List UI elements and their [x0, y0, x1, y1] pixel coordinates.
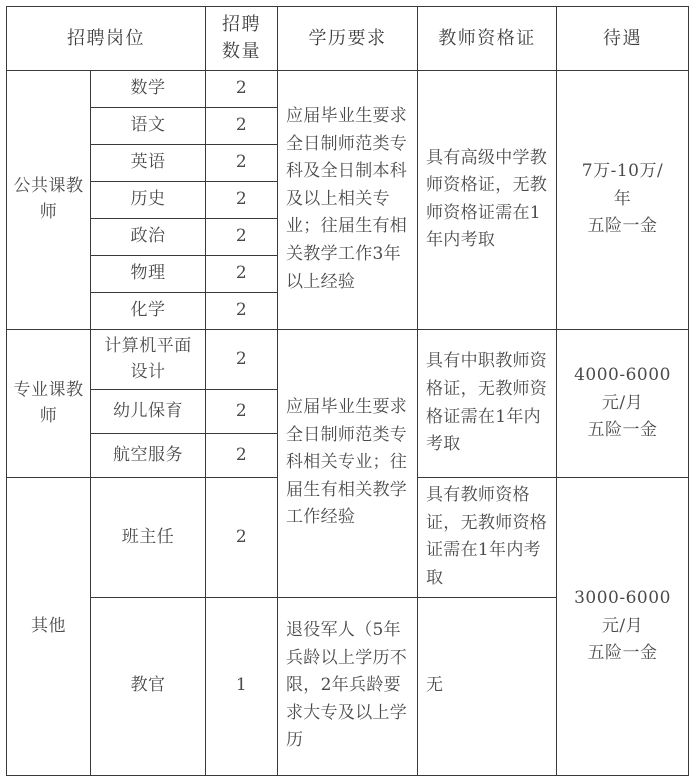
position-name: 化学 [91, 292, 206, 329]
table-row [7, 70, 689, 107]
header-position: 招聘岗位 [7, 7, 206, 71]
position-name: 幼儿保育 [91, 390, 206, 434]
salary-line-3: 五险一金 [587, 216, 658, 237]
position-name: 政治 [91, 218, 206, 255]
position-count: 2 [206, 181, 278, 218]
position-name: 数学 [91, 70, 206, 107]
position-name: 语文 [91, 107, 206, 144]
salary-line-3: 五险一金 [587, 643, 658, 664]
education-requirement-instructor [278, 597, 418, 775]
position-name: 班主任 [91, 478, 206, 597]
position-count: 2 [206, 292, 278, 329]
salary-other [557, 478, 689, 775]
position-name: 物理 [91, 255, 206, 292]
certificate-text: 具有教师资格证，无教师资格证需在1年内考取 [426, 485, 548, 588]
salary-line-1: 7万-10万/ [581, 161, 664, 182]
certificate-requirement-public [418, 70, 557, 329]
position-count: 1 [206, 597, 278, 775]
header-certificate: 教师资格证 [418, 7, 557, 71]
salary-line-1: 3000-6000 [574, 588, 671, 609]
salary-line-2: 年 [613, 188, 632, 209]
position-name: 航空服务 [91, 434, 206, 478]
certificate-text: 无 [426, 675, 444, 696]
position-count: 2 [206, 255, 278, 292]
position-count: 2 [206, 329, 278, 390]
certificate-requirement-headteacher [418, 478, 557, 597]
position-count: 2 [206, 390, 278, 434]
header-count-line2: 数量 [222, 41, 261, 63]
salary-line-2: 元/月 [601, 392, 644, 413]
position-count: 2 [206, 70, 278, 107]
header-count-line1: 招聘 [222, 14, 261, 35]
position-name: 历史 [91, 181, 206, 218]
header-salary: 待遇 [557, 7, 689, 71]
certificate-requirement-instructor [418, 597, 557, 775]
header-count [206, 7, 278, 71]
position-count: 2 [206, 218, 278, 255]
education-text: 应届毕业生要求全日制师范类专科及全日制本科及以上相关专业；往届生有相关教学工作3年以上经验 [286, 106, 408, 292]
position-name: 计算机平面设计 [91, 329, 206, 390]
group-label-major: 专业课教师 [7, 329, 91, 478]
certificate-text: 具有中职教师资格证，无教师资格证需在1年内考取 [426, 351, 548, 455]
certificate-requirement-major [418, 329, 557, 478]
education-requirement-major [278, 329, 418, 597]
position-count: 2 [206, 478, 278, 597]
salary-line-2: 元/月 [601, 615, 644, 636]
position-count: 2 [206, 107, 278, 144]
table-row [7, 329, 689, 390]
salary-line-1: 4000-6000 [574, 365, 671, 386]
group-label-public: 公共课教师 [7, 70, 91, 329]
position-count: 2 [206, 434, 278, 478]
table-header-row [7, 7, 689, 71]
group-label-other: 其他 [7, 478, 91, 775]
recruitment-table [6, 6, 689, 776]
position-count: 2 [206, 144, 278, 181]
position-name: 教官 [91, 597, 206, 775]
salary-line-3: 五险一金 [587, 420, 658, 441]
education-text: 退役军人（5年兵龄以上学历不限，2年兵龄要求大专及以上学历 [286, 620, 408, 751]
certificate-text: 具有高级中学教师资格证，无教师资格证需在1年内考取 [426, 147, 548, 251]
education-requirement-public [278, 70, 418, 329]
position-name: 英语 [91, 144, 206, 181]
salary-major [557, 329, 689, 478]
header-education: 学历要求 [278, 7, 418, 71]
education-text: 应届毕业生要求全日制师范类专科相关专业；往届生有相关教学工作经验 [286, 397, 408, 528]
salary-public [557, 70, 689, 329]
